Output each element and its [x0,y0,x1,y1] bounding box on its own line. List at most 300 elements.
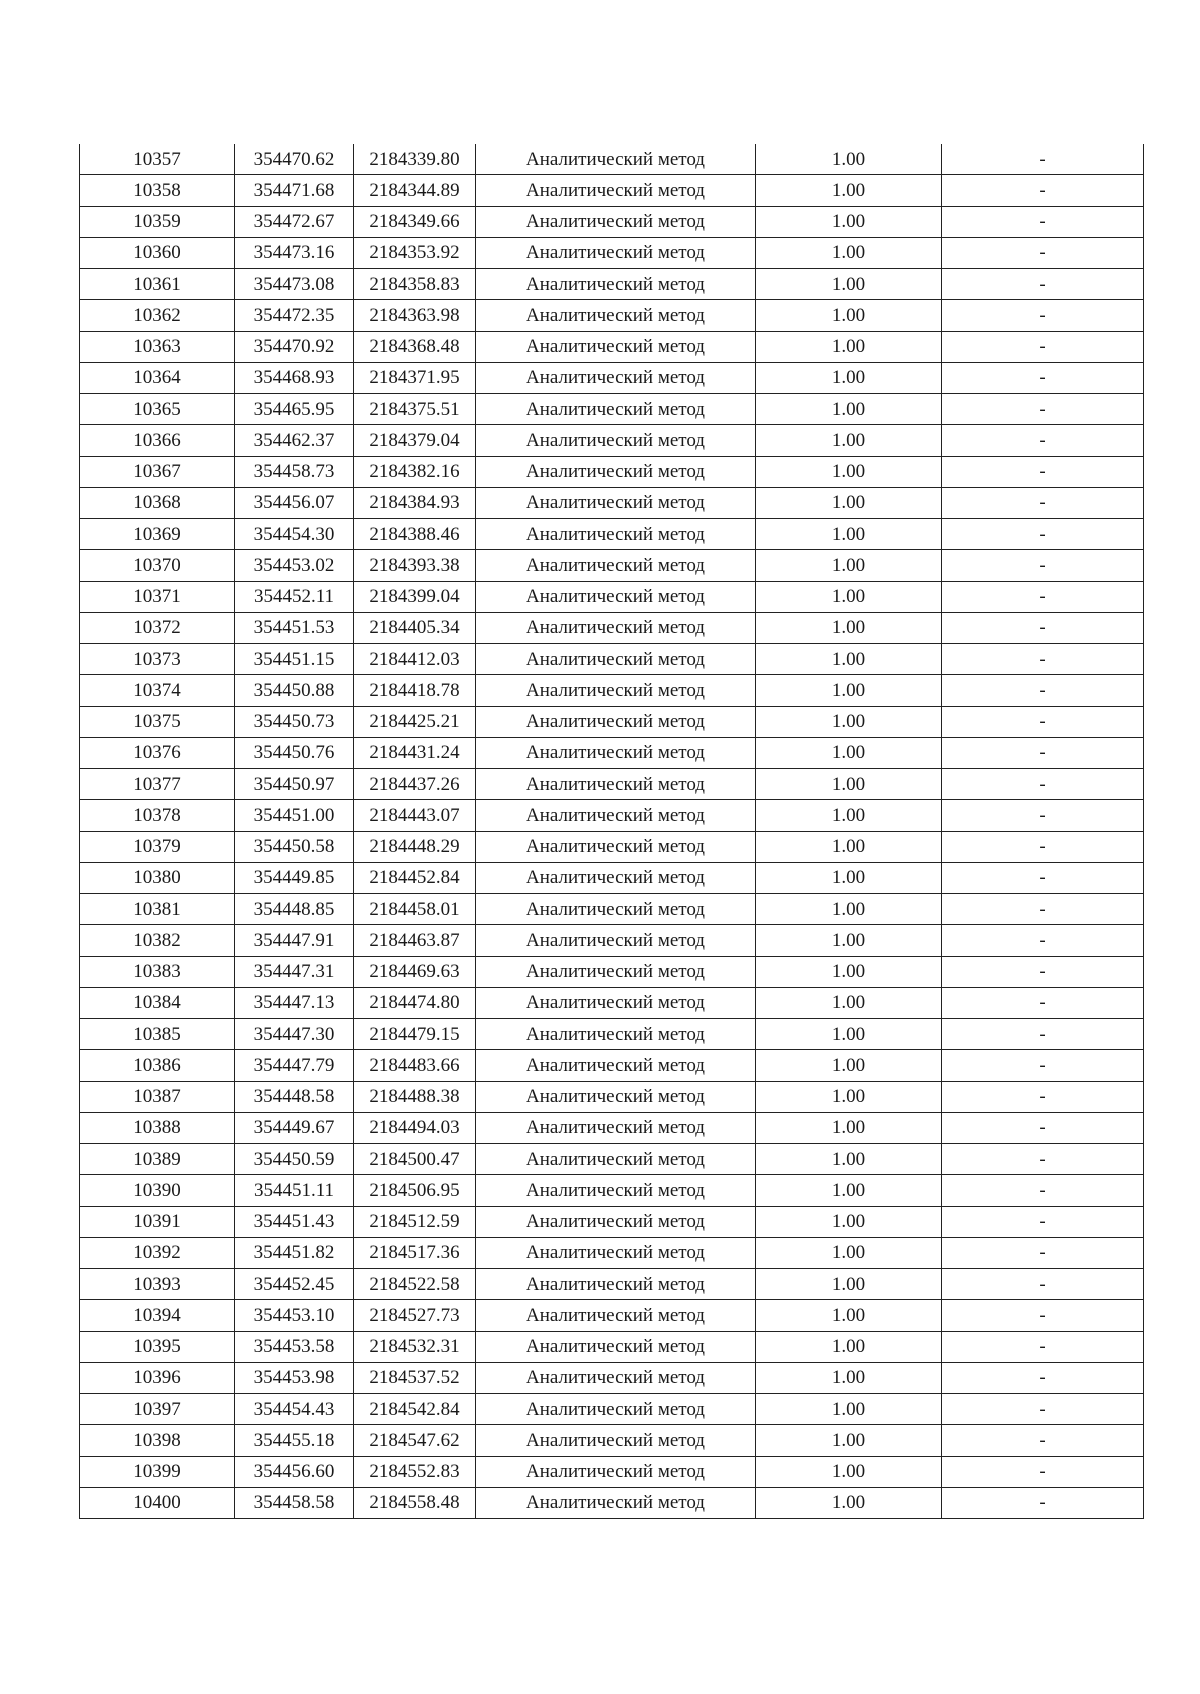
method-cell: Аналитический метод [476,706,756,737]
accuracy-cell: 1.00 [756,1487,942,1518]
description-cell: - [942,956,1144,987]
description-cell: - [942,1112,1144,1143]
table-row [80,987,1144,1018]
table-row [80,706,1144,737]
method-cell: Аналитический метод [476,487,756,518]
coordinates-table-body [80,144,1144,1519]
table-row [80,144,1144,175]
point-number-cell: 10391 [80,1206,235,1237]
point-number-cell: 10382 [80,925,235,956]
table-row [80,769,1144,800]
y-coordinate-cell: 2184558.48 [354,1487,476,1518]
description-cell: - [942,737,1144,768]
method-cell: Аналитический метод [476,769,756,800]
point-number-cell: 10387 [80,1081,235,1112]
y-coordinate-cell: 2184537.52 [354,1362,476,1393]
description-cell: - [942,300,1144,331]
method-cell: Аналитический метод [476,831,756,862]
method-cell: Аналитический метод [476,1394,756,1425]
y-coordinate-cell: 2184494.03 [354,1112,476,1143]
accuracy-cell: 1.00 [756,550,942,581]
method-cell: Аналитический метод [476,1175,756,1206]
description-cell: - [942,800,1144,831]
x-coordinate-cell: 354448.58 [235,1081,354,1112]
y-coordinate-cell: 2184463.87 [354,925,476,956]
x-coordinate-cell: 354451.15 [235,644,354,675]
y-coordinate-cell: 2184358.83 [354,269,476,300]
point-number-cell: 10397 [80,1394,235,1425]
x-coordinate-cell: 354449.67 [235,1112,354,1143]
table-row [80,644,1144,675]
x-coordinate-cell: 354450.59 [235,1144,354,1175]
accuracy-cell: 1.00 [756,800,942,831]
y-coordinate-cell: 2184371.95 [354,362,476,393]
point-number-cell: 10396 [80,1362,235,1393]
table-row [80,612,1144,643]
y-coordinate-cell: 2184375.51 [354,394,476,425]
point-number-cell: 10358 [80,175,235,206]
accuracy-cell: 1.00 [756,331,942,362]
method-cell: Аналитический метод [476,1019,756,1050]
table-row [80,925,1144,956]
point-number-cell: 10385 [80,1019,235,1050]
method-cell: Аналитический метод [476,1269,756,1300]
x-coordinate-cell: 354450.73 [235,706,354,737]
y-coordinate-cell: 2184522.58 [354,1269,476,1300]
point-number-cell: 10375 [80,706,235,737]
x-coordinate-cell: 354453.02 [235,550,354,581]
table-row [80,675,1144,706]
description-cell: - [942,987,1144,1018]
accuracy-cell: 1.00 [756,644,942,675]
point-number-cell: 10388 [80,1112,235,1143]
x-coordinate-cell: 354449.85 [235,862,354,893]
method-cell: Аналитический метод [476,862,756,893]
x-coordinate-cell: 354451.11 [235,1175,354,1206]
table-row [80,237,1144,268]
method-cell: Аналитический метод [476,394,756,425]
point-number-cell: 10364 [80,362,235,393]
table-row [80,894,1144,925]
x-coordinate-cell: 354471.68 [235,175,354,206]
y-coordinate-cell: 2184479.15 [354,1019,476,1050]
accuracy-cell: 1.00 [756,769,942,800]
point-number-cell: 10360 [80,237,235,268]
method-cell: Аналитический метод [476,1206,756,1237]
accuracy-cell: 1.00 [756,737,942,768]
table-row [80,1269,1144,1300]
accuracy-cell: 1.00 [756,237,942,268]
table-row [80,394,1144,425]
y-coordinate-cell: 2184344.89 [354,175,476,206]
description-cell: - [942,925,1144,956]
point-number-cell: 10363 [80,331,235,362]
table-row [80,1144,1144,1175]
accuracy-cell: 1.00 [756,1112,942,1143]
point-number-cell: 10393 [80,1269,235,1300]
method-cell: Аналитический метод [476,987,756,1018]
x-coordinate-cell: 354452.45 [235,1269,354,1300]
method-cell: Аналитический метод [476,644,756,675]
description-cell: - [942,1175,1144,1206]
y-coordinate-cell: 2184425.21 [354,706,476,737]
x-coordinate-cell: 354451.00 [235,800,354,831]
y-coordinate-cell: 2184412.03 [354,644,476,675]
point-number-cell: 10377 [80,769,235,800]
accuracy-cell: 1.00 [756,1331,942,1362]
method-cell: Аналитический метод [476,425,756,456]
method-cell: Аналитический метод [476,1237,756,1268]
table-row [80,831,1144,862]
y-coordinate-cell: 2184379.04 [354,425,476,456]
description-cell: - [942,237,1144,268]
y-coordinate-cell: 2184506.95 [354,1175,476,1206]
table-row [80,1050,1144,1081]
description-cell: - [942,831,1144,862]
method-cell: Аналитический метод [476,550,756,581]
description-cell: - [942,1081,1144,1112]
point-number-cell: 10381 [80,894,235,925]
table-row [80,581,1144,612]
x-coordinate-cell: 354450.88 [235,675,354,706]
method-cell: Аналитический метод [476,581,756,612]
description-cell: - [942,1300,1144,1331]
y-coordinate-cell: 2184469.63 [354,956,476,987]
accuracy-cell: 1.00 [756,1206,942,1237]
description-cell: - [942,862,1144,893]
y-coordinate-cell: 2184418.78 [354,675,476,706]
method-cell: Аналитический метод [476,1425,756,1456]
method-cell: Аналитический метод [476,612,756,643]
y-coordinate-cell: 2184458.01 [354,894,476,925]
method-cell: Аналитический метод [476,1362,756,1393]
method-cell: Аналитический метод [476,362,756,393]
y-coordinate-cell: 2184443.07 [354,800,476,831]
table-row [80,956,1144,987]
table-row [80,1237,1144,1268]
x-coordinate-cell: 354455.18 [235,1425,354,1456]
table-row [80,519,1144,550]
x-coordinate-cell: 354447.79 [235,1050,354,1081]
x-coordinate-cell: 354447.31 [235,956,354,987]
description-cell: - [942,644,1144,675]
accuracy-cell: 1.00 [756,1019,942,1050]
description-cell: - [942,769,1144,800]
accuracy-cell: 1.00 [756,1237,942,1268]
point-number-cell: 10398 [80,1425,235,1456]
y-coordinate-cell: 2184393.38 [354,550,476,581]
point-number-cell: 10380 [80,862,235,893]
y-coordinate-cell: 2184388.46 [354,519,476,550]
point-number-cell: 10400 [80,1487,235,1518]
method-cell: Аналитический метод [476,737,756,768]
method-cell: Аналитический метод [476,1487,756,1518]
description-cell: - [942,1425,1144,1456]
y-coordinate-cell: 2184500.47 [354,1144,476,1175]
y-coordinate-cell: 2184474.80 [354,987,476,1018]
method-cell: Аналитический метод [476,206,756,237]
description-cell: - [942,1269,1144,1300]
accuracy-cell: 1.00 [756,1362,942,1393]
x-coordinate-cell: 354447.13 [235,987,354,1018]
method-cell: Аналитический метод [476,1300,756,1331]
x-coordinate-cell: 354468.93 [235,362,354,393]
table-row [80,206,1144,237]
description-cell: - [942,1206,1144,1237]
x-coordinate-cell: 354453.98 [235,1362,354,1393]
accuracy-cell: 1.00 [756,519,942,550]
method-cell: Аналитический метод [476,300,756,331]
x-coordinate-cell: 354451.82 [235,1237,354,1268]
y-coordinate-cell: 2184512.59 [354,1206,476,1237]
description-cell: - [942,1050,1144,1081]
point-number-cell: 10369 [80,519,235,550]
x-coordinate-cell: 354453.10 [235,1300,354,1331]
coordinates-table [79,144,1144,1519]
method-cell: Аналитический метод [476,237,756,268]
accuracy-cell: 1.00 [756,206,942,237]
x-coordinate-cell: 354458.58 [235,1487,354,1518]
y-coordinate-cell: 2184368.48 [354,331,476,362]
x-coordinate-cell: 354452.11 [235,581,354,612]
point-number-cell: 10370 [80,550,235,581]
x-coordinate-cell: 354448.85 [235,894,354,925]
method-cell: Аналитический метод [476,331,756,362]
description-cell: - [942,425,1144,456]
accuracy-cell: 1.00 [756,1394,942,1425]
point-number-cell: 10379 [80,831,235,862]
point-number-cell: 10384 [80,987,235,1018]
point-number-cell: 10394 [80,1300,235,1331]
accuracy-cell: 1.00 [756,706,942,737]
table-row [80,362,1144,393]
accuracy-cell: 1.00 [756,1456,942,1487]
table-row [80,425,1144,456]
y-coordinate-cell: 2184527.73 [354,1300,476,1331]
method-cell: Аналитический метод [476,144,756,175]
description-cell: - [942,269,1144,300]
method-cell: Аналитический метод [476,925,756,956]
y-coordinate-cell: 2184552.83 [354,1456,476,1487]
table-row [80,1300,1144,1331]
x-coordinate-cell: 354472.67 [235,206,354,237]
x-coordinate-cell: 354447.30 [235,1019,354,1050]
description-cell: - [942,675,1144,706]
point-number-cell: 10386 [80,1050,235,1081]
table-row [80,1175,1144,1206]
y-coordinate-cell: 2184483.66 [354,1050,476,1081]
method-cell: Аналитический метод [476,1456,756,1487]
table-row [80,1456,1144,1487]
x-coordinate-cell: 354472.35 [235,300,354,331]
description-cell: - [942,175,1144,206]
description-cell: - [942,706,1144,737]
y-coordinate-cell: 2184452.84 [354,862,476,893]
y-coordinate-cell: 2184532.31 [354,1331,476,1362]
table-row [80,456,1144,487]
description-cell: - [942,581,1144,612]
method-cell: Аналитический метод [476,1144,756,1175]
point-number-cell: 10361 [80,269,235,300]
method-cell: Аналитический метод [476,1331,756,1362]
point-number-cell: 10357 [80,144,235,175]
x-coordinate-cell: 354470.92 [235,331,354,362]
table-row [80,1362,1144,1393]
y-coordinate-cell: 2184405.34 [354,612,476,643]
table-row [80,1112,1144,1143]
accuracy-cell: 1.00 [756,862,942,893]
description-cell: - [942,1019,1144,1050]
x-coordinate-cell: 354450.97 [235,769,354,800]
x-coordinate-cell: 354454.30 [235,519,354,550]
table-row [80,1394,1144,1425]
point-number-cell: 10376 [80,737,235,768]
accuracy-cell: 1.00 [756,1300,942,1331]
table-row [80,1331,1144,1362]
x-coordinate-cell: 354465.95 [235,394,354,425]
table-row [80,269,1144,300]
y-coordinate-cell: 2184349.66 [354,206,476,237]
table-row [80,1206,1144,1237]
y-coordinate-cell: 2184431.24 [354,737,476,768]
accuracy-cell: 1.00 [756,144,942,175]
x-coordinate-cell: 354450.76 [235,737,354,768]
accuracy-cell: 1.00 [756,1144,942,1175]
point-number-cell: 10372 [80,612,235,643]
y-coordinate-cell: 2184363.98 [354,300,476,331]
description-cell: - [942,1237,1144,1268]
accuracy-cell: 1.00 [756,175,942,206]
x-coordinate-cell: 354453.58 [235,1331,354,1362]
method-cell: Аналитический метод [476,519,756,550]
accuracy-cell: 1.00 [756,831,942,862]
point-number-cell: 10367 [80,456,235,487]
description-cell: - [942,144,1144,175]
y-coordinate-cell: 2184437.26 [354,769,476,800]
table-row [80,800,1144,831]
y-coordinate-cell: 2184353.92 [354,237,476,268]
description-cell: - [942,1394,1144,1425]
point-number-cell: 10390 [80,1175,235,1206]
description-cell: - [942,331,1144,362]
y-coordinate-cell: 2184547.62 [354,1425,476,1456]
point-number-cell: 10395 [80,1331,235,1362]
accuracy-cell: 1.00 [756,581,942,612]
description-cell: - [942,1362,1144,1393]
accuracy-cell: 1.00 [756,956,942,987]
y-coordinate-cell: 2184384.93 [354,487,476,518]
x-coordinate-cell: 354451.53 [235,612,354,643]
y-coordinate-cell: 2184517.36 [354,1237,476,1268]
accuracy-cell: 1.00 [756,394,942,425]
description-cell: - [942,206,1144,237]
method-cell: Аналитический метод [476,800,756,831]
accuracy-cell: 1.00 [756,1081,942,1112]
x-coordinate-cell: 354462.37 [235,425,354,456]
x-coordinate-cell: 354470.62 [235,144,354,175]
point-number-cell: 10374 [80,675,235,706]
description-cell: - [942,1331,1144,1362]
method-cell: Аналитический метод [476,175,756,206]
y-coordinate-cell: 2184488.38 [354,1081,476,1112]
point-number-cell: 10368 [80,487,235,518]
description-cell: - [942,519,1144,550]
accuracy-cell: 1.00 [756,300,942,331]
method-cell: Аналитический метод [476,1081,756,1112]
y-coordinate-cell: 2184448.29 [354,831,476,862]
point-number-cell: 10366 [80,425,235,456]
accuracy-cell: 1.00 [756,487,942,518]
accuracy-cell: 1.00 [756,425,942,456]
point-number-cell: 10359 [80,206,235,237]
description-cell: - [942,894,1144,925]
description-cell: - [942,1487,1144,1518]
accuracy-cell: 1.00 [756,456,942,487]
description-cell: - [942,394,1144,425]
table-row [80,862,1144,893]
table-row [80,1425,1144,1456]
table-row [80,550,1144,581]
x-coordinate-cell: 354456.07 [235,487,354,518]
x-coordinate-cell: 354456.60 [235,1456,354,1487]
description-cell: - [942,1144,1144,1175]
method-cell: Аналитический метод [476,894,756,925]
point-number-cell: 10399 [80,1456,235,1487]
accuracy-cell: 1.00 [756,925,942,956]
accuracy-cell: 1.00 [756,894,942,925]
y-coordinate-cell: 2184339.80 [354,144,476,175]
table-row [80,1081,1144,1112]
accuracy-cell: 1.00 [756,362,942,393]
accuracy-cell: 1.00 [756,1175,942,1206]
point-number-cell: 10365 [80,394,235,425]
x-coordinate-cell: 354473.08 [235,269,354,300]
point-number-cell: 10392 [80,1237,235,1268]
accuracy-cell: 1.00 [756,269,942,300]
point-number-cell: 10362 [80,300,235,331]
table-row [80,1019,1144,1050]
point-number-cell: 10378 [80,800,235,831]
accuracy-cell: 1.00 [756,987,942,1018]
x-coordinate-cell: 354458.73 [235,456,354,487]
description-cell: - [942,1456,1144,1487]
accuracy-cell: 1.00 [756,675,942,706]
method-cell: Аналитический метод [476,1112,756,1143]
y-coordinate-cell: 2184542.84 [354,1394,476,1425]
method-cell: Аналитический метод [476,269,756,300]
point-number-cell: 10389 [80,1144,235,1175]
point-number-cell: 10373 [80,644,235,675]
description-cell: - [942,362,1144,393]
x-coordinate-cell: 354450.58 [235,831,354,862]
accuracy-cell: 1.00 [756,612,942,643]
y-coordinate-cell: 2184399.04 [354,581,476,612]
table-row [80,331,1144,362]
accuracy-cell: 1.00 [756,1425,942,1456]
point-number-cell: 10383 [80,956,235,987]
x-coordinate-cell: 354454.43 [235,1394,354,1425]
x-coordinate-cell: 354451.43 [235,1206,354,1237]
method-cell: Аналитический метод [476,675,756,706]
method-cell: Аналитический метод [476,456,756,487]
accuracy-cell: 1.00 [756,1269,942,1300]
table-row [80,300,1144,331]
description-cell: - [942,612,1144,643]
y-coordinate-cell: 2184382.16 [354,456,476,487]
method-cell: Аналитический метод [476,956,756,987]
point-number-cell: 10371 [80,581,235,612]
description-cell: - [942,456,1144,487]
